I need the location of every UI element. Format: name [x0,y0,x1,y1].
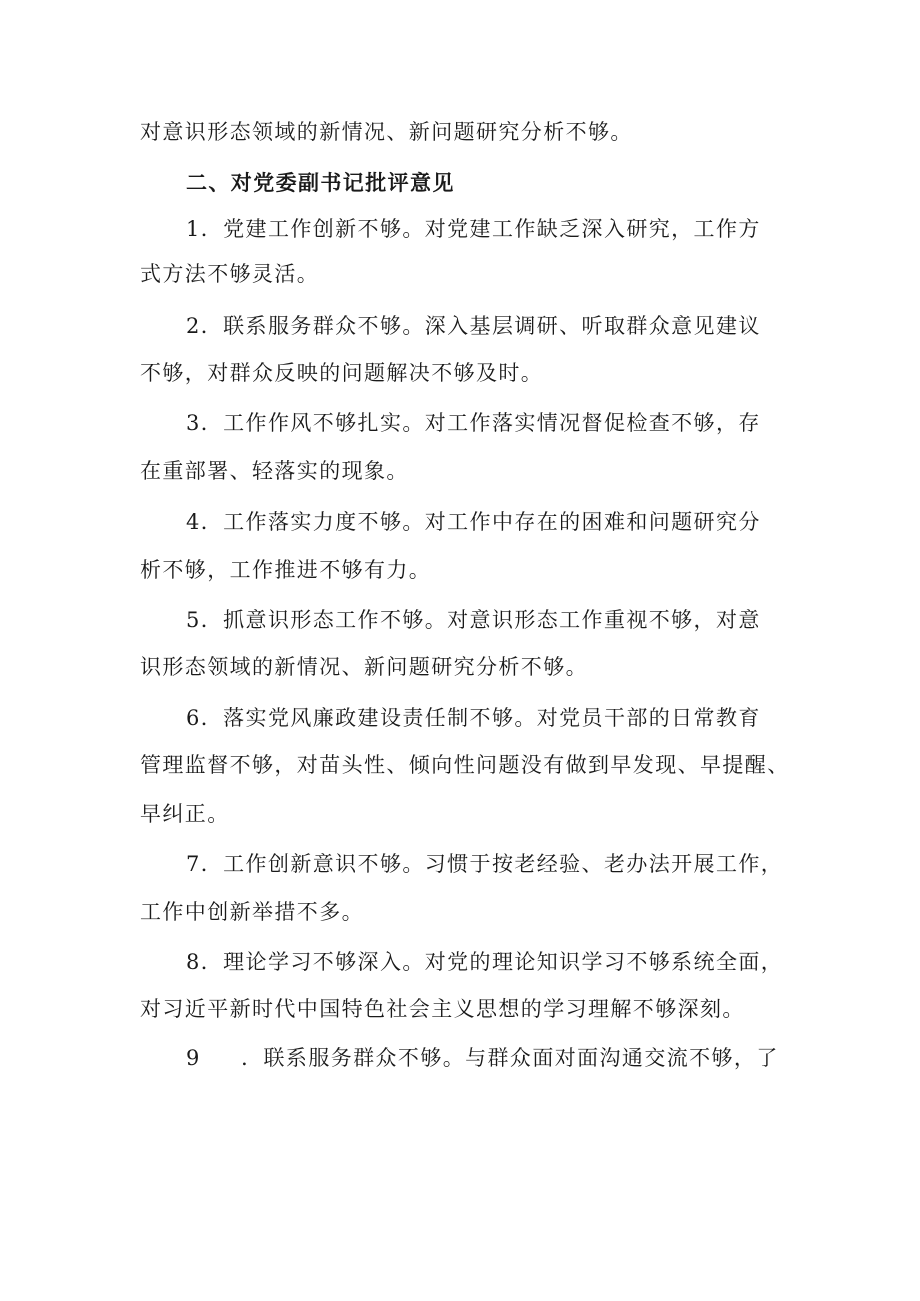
item-8-line-2: 对习近平新时代中国特色社会主义思想的学习理解不够深刻。 [140,997,745,1021]
item-1-line-1: 1．党建工作创新不够。对党建工作缺乏深入研究，工作方 [186,217,761,241]
item-8-line-1: 8．理论学习不够深入。对党的理论知识学习不够系统全面， [186,950,784,974]
item-3-line-1: 3．工作作风不够扎实。对工作落实情况督促检查不够，存 [186,411,761,435]
item-6-line-3: 早纠正。 [140,802,230,826]
item-4-line-2: 析不够，工作推进不够有力。 [140,558,432,582]
item-5-line-1: 5．抓意识形态工作不够。对意识形态工作重视不够，对意 [186,608,761,632]
item-9-line-1: 9 ．联系服务群众不够。与群众面对面沟通交流不够，了 [186,1046,779,1070]
item-2-line-1: 2．联系服务群众不够。深入基层调研、听取群众意见建议 [186,314,761,338]
item-5-line-2: 识形态领域的新情况、新问题研究分析不够。 [140,655,588,679]
item-2-line-2: 不够，对群众反映的问题解决不够及时。 [140,361,544,385]
item-7-line-2: 工作中创新举措不多。 [140,900,364,924]
item-6-line-1: 6．落实党风廉政建设责任制不够。对党员干部的日常教育 [186,706,761,730]
item-1-line-2: 式方法不够灵活。 [140,262,320,286]
text-line: 对意识形态领域的新情况、新问题研究分析不够。 [140,120,633,144]
item-4-line-1: 4．工作落实力度不够。对工作中存在的困难和问题研究分 [186,510,761,534]
item-3-line-2: 在重部署、轻落实的现象。 [140,459,409,483]
item-6-line-2: 管理监督不够，对苗头性、倾向性问题没有做到早发现、早提醒、 [140,753,790,777]
section-heading: 二、对党委副书记批评意见 [186,170,455,195]
item-7-line-1: 7．工作创新意识不够。习惯于按老经验、老办法开展工作， [186,852,784,876]
